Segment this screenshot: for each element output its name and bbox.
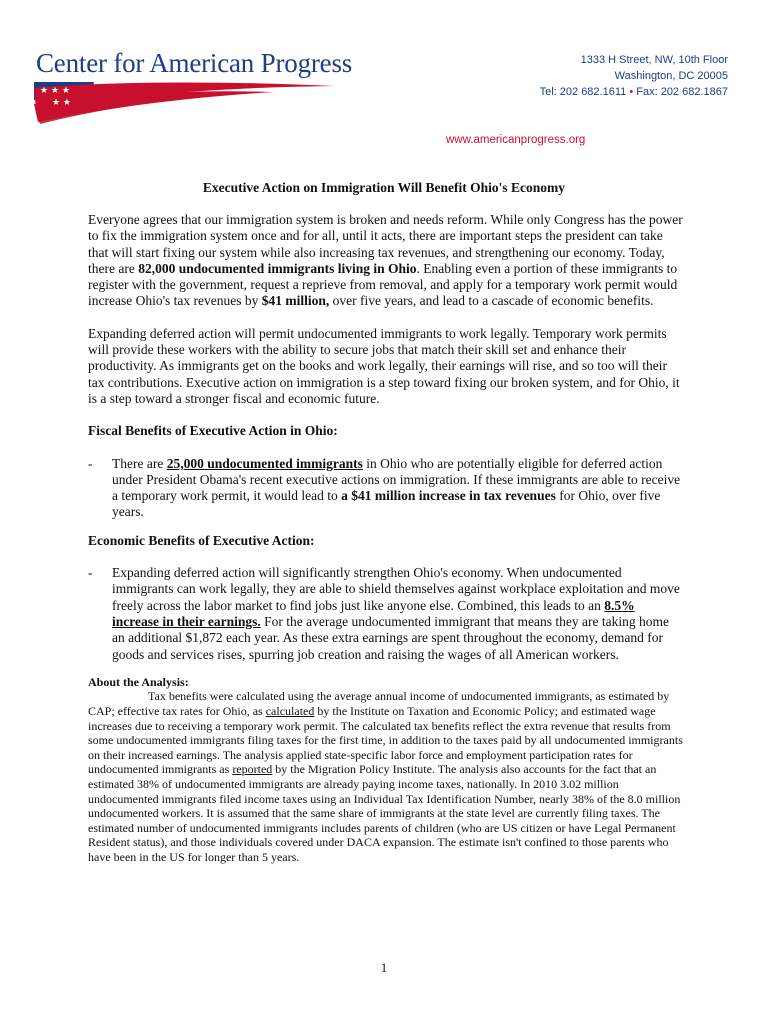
svg-text:★ ★: ★ ★ [52, 98, 71, 108]
calculated-link[interactable]: calculated [265, 704, 315, 719]
document-title: Executive Action on Immigration Will Benefit Ohio's Economy [202, 180, 566, 195]
website-link[interactable]: www.americanprogress.org [446, 134, 586, 146]
economic-heading: Economic Benefits of Executive Action: [88, 532, 315, 548]
economic-bullet: - Expanding deferred action will significantly strengthen Ohio's economy. When undocumented immigrants can work legally, they are able to shield themselves against workplace exploitation and move freely across the labor market to find jobs just like anyone else. Combined, this leads to an 8.5% increase in their earnings. For the average undocumented immigrant that means they are taking home an additional $1,872 each year. As these extra earnings are spent throughout the economy, demand for goods and services rises, spurring job creation and raising the wages of all American workers. [88, 565, 680, 662]
org-logo-text: Center for American Progress [36, 48, 353, 78]
flag-logo-icon [34, 78, 334, 126]
intro-paragraph-1: Everyone agrees that our immigration system is broken and needs reform. While only Congress has the power to fix the immigration system once and for all, until it acts, there are important steps the president can take that will start fixing our system while also increasing tax revenues, and strengthening our economy. Today, there are 82,000 undocumented immigrants living in Ohio. Enabling even a portion of these immigrants to register with the government, request a reprieve from removal, and apply for a temporary work permit would increase Ohio's tax revenues by $41 million, over five years, and lead to a cascade of economic benefits. [88, 212, 683, 309]
document-body [88, 212, 684, 865]
separator: • [629, 86, 634, 98]
address-line-1: 1333 H Street, NW, 10th Floor [580, 54, 728, 66]
analysis-heading: About the Analysis: [88, 674, 189, 689]
fiscal-bullet: - There are 25,000 undocumented immigrants in Ohio who are potentially eligible for deferred action under President Obama's recent executive actions on immigration. If these immigrants are able to receive a temporary work permit, it would lead to a $41 million increase in tax revenues for Ohio, over five years. [88, 455, 681, 520]
contact-block [540, 52, 728, 100]
analysis-section [88, 675, 684, 865]
svg-text:★ ★ ★: ★ ★ ★ [40, 86, 70, 96]
page-number: 1 [380, 960, 388, 975]
analysis-paragraph: Tax benefits were calculated using the average annual income of undocumented immigrants, as estimated by CAP; effective tax rates for Ohio, as calculated by the Institute on Taxation and Economic Policy; and estimated wage increases due to receiving a temporary work permit. The calculated tax benefits reflect the extra revenue that results from some undocumented immigrants filing taxes for the first time, in addition to the taxes paid by all undocumented immigrants on their increased earnings. The analysis applied state-specific labor force and employment participation rates for undocumented immigrants as reported by the Migration Policy Institute. The analysis also accounts for the fact that an estimated 38% of undocumented immigrants are already paying income taxes, nationally. In 2010 3.02 million undocumented immigrants filed income taxes using an Individual Tax Identification Number, nearly 38% of the 8.0 million undocumented workers. It is assumed that the same share of immigrants at the state level are currently filing taxes. The estimated number of undocumented immigrants includes parents of children (who are US citizen or have Legal Permanent Resident status), and those individuals covered under DACA expansion. The estimate isn't confined to those parents who have been in the US for longer than 5 years. [88, 689, 683, 864]
reported-link[interactable]: reported [232, 762, 273, 777]
fiscal-heading: Fiscal Benefits of Executive Action in Ohio: [88, 423, 338, 439]
tel: Tel: 202 682.1611 [539, 86, 627, 98]
intro-paragraph-2: Expanding deferred action will permit undocumented immigrants to work legally. Temporary work permits will provide these workers with the ability to secure jobs that match their skill set and enhance their productivity. As immigrants get on the books and work legally, their earnings will rise, and so too will their tax contributions. Executive action on immigration is a step toward fixing our broken system, and for Ohio, it is a step toward a stronger fiscal and economic future. [88, 325, 680, 406]
address-line-2: Washington, DC 20005 [614, 70, 728, 82]
fax: Fax: 202 682.1867 [636, 86, 728, 98]
phone-fax-line [540, 84, 728, 100]
